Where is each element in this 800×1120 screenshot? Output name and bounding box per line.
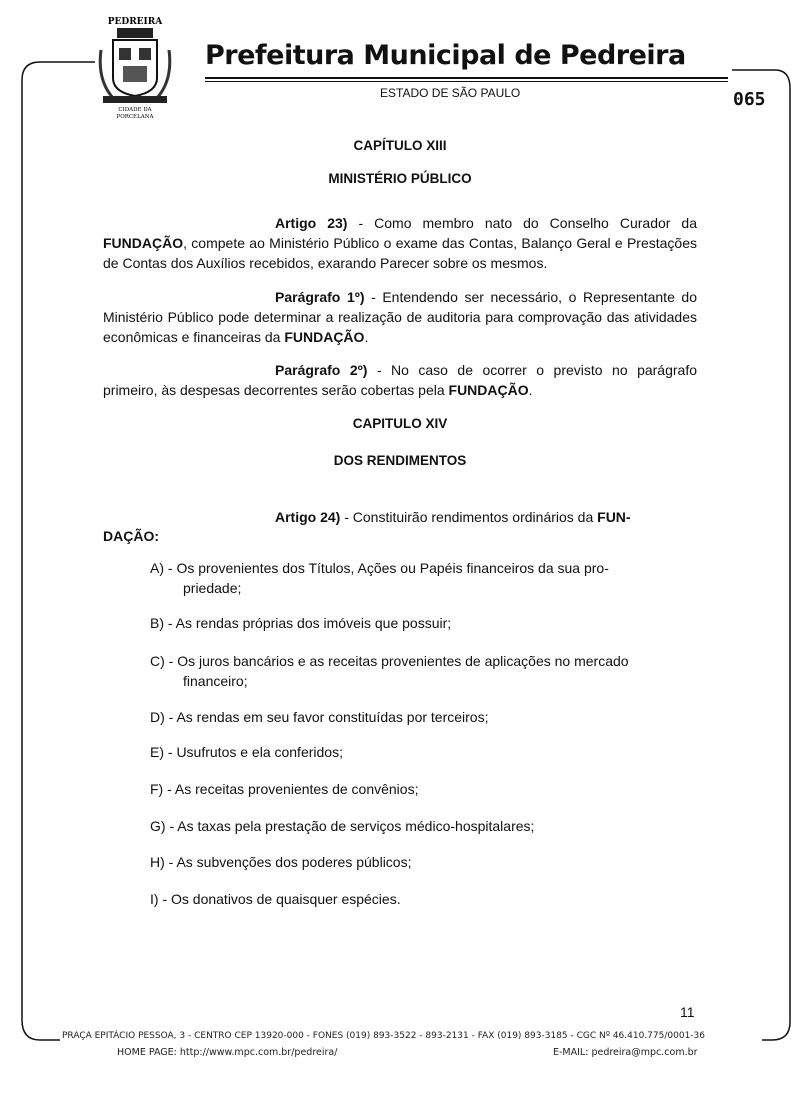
bold-text: DAÇÃO: bbox=[103, 528, 159, 544]
list-item-text: - As taxas pela prestação de serviços médico-hospitalares; bbox=[165, 818, 535, 834]
chapter-subtitle: DOS RENDIMENTOS bbox=[333, 453, 467, 468]
list-item bbox=[150, 816, 700, 836]
list-item-label: C) bbox=[150, 653, 165, 669]
svg-text:PEDREIRA: PEDREIRA bbox=[107, 17, 163, 27]
list-item-text: - Os juros bancários e as receitas provenientes de aplicações no mercado bbox=[164, 653, 629, 669]
municipal-seal-logo bbox=[95, 10, 175, 122]
list-item-label: B) bbox=[150, 615, 164, 631]
text: - Constituirão rendimentos ordinários da bbox=[340, 509, 598, 525]
list-item bbox=[150, 779, 700, 799]
list-item-text: - As rendas próprias dos imóveis que possuir; bbox=[164, 615, 452, 631]
list-item-continuation: financeiro; bbox=[183, 673, 248, 689]
text: - Como membro nato do Conselho Curador da bbox=[347, 215, 698, 231]
svg-text:PORCELANA: PORCELANA bbox=[116, 114, 154, 120]
list-item-text: - As subvenções dos poderes públicos; bbox=[164, 854, 412, 870]
chapter-title: CAPITULO XIV bbox=[352, 416, 448, 431]
paragraph-lead: Parágrafo 2º) bbox=[275, 362, 368, 378]
list-item bbox=[150, 707, 700, 727]
paragraph-1 bbox=[103, 287, 697, 347]
list-item-text: - Usufrutos e ela conferidos; bbox=[164, 744, 343, 760]
footer-address: PRAÇA EPITÁCIO PESSOA, 3 - CENTRO CEP 13920-000 - FONES (019) 893-3522 - 893-2131 - FAX (019) 893-3185 - CGC Nº 46.410.775/0001-36 bbox=[62, 1031, 705, 1041]
text: . bbox=[528, 382, 533, 398]
list-item bbox=[150, 558, 700, 598]
list-item-label: E) bbox=[150, 744, 164, 760]
article-24 bbox=[103, 507, 697, 527]
list-item-label: H) bbox=[150, 854, 165, 870]
footer-homepage: HOME PAGE: http://www.mpc.com.br/pedreira/ bbox=[117, 1047, 338, 1058]
header-rule bbox=[205, 77, 728, 79]
chapter-subtitle: MINISTÉRIO PÚBLICO bbox=[328, 171, 472, 186]
bold-text: FUNDAÇÃO bbox=[284, 329, 365, 345]
text: , compete ao Ministério Público o exame das Contas, Balanço Geral e Prestações de Contas dos Auxílios recebidos, exarando Parecer sobre os mesmos. bbox=[103, 235, 697, 271]
list-item-continuation: priedade; bbox=[183, 580, 242, 596]
list-item bbox=[150, 651, 700, 691]
bold-text: FUN- bbox=[597, 509, 631, 525]
text: - No caso de ocorrer o previsto no parágrafo primeiro, às despesas decorrentes serão cobertas pela bbox=[103, 362, 698, 398]
list-item-text: - As receitas provenientes de convênios; bbox=[163, 781, 419, 797]
list-item-label: I) bbox=[150, 891, 159, 907]
text: - Entendendo ser necessário, o Representante do Ministério Público pode determinar a realização de auditoria para comprovação das atividades econômicas e financeiras da bbox=[103, 289, 698, 345]
bold-text: FUNDAÇÃO bbox=[448, 382, 529, 398]
page-number: 11 bbox=[680, 1004, 695, 1020]
article-lead: Artigo 24) bbox=[275, 509, 341, 525]
article-23 bbox=[103, 213, 697, 273]
list-item-text: - As rendas em seu favor constituídas por terceiros; bbox=[164, 709, 489, 725]
list-item bbox=[150, 852, 700, 872]
chapter-title: CAPÍTULO XIII bbox=[353, 138, 447, 153]
list-item-label: D) bbox=[150, 709, 165, 725]
header-rule bbox=[205, 81, 728, 82]
header-title: Prefeitura Municipal de Pedreira bbox=[205, 40, 686, 71]
list-item-text: - Os provenientes dos Títulos, Ações ou Papéis financeiros da sua pro- bbox=[164, 560, 609, 576]
list-item bbox=[150, 742, 700, 762]
text: . bbox=[364, 329, 369, 345]
header-subtitle: ESTADO DE SÃO PAULO bbox=[380, 86, 521, 100]
page-code: 065 bbox=[733, 89, 766, 110]
list-item-label: A) bbox=[150, 560, 164, 576]
list-item bbox=[150, 613, 700, 633]
list-item-label: G) bbox=[150, 818, 166, 834]
paragraph-lead: Parágrafo 1º) bbox=[275, 289, 365, 305]
list-item bbox=[150, 889, 700, 909]
svg-text:CIDADE DA: CIDADE DA bbox=[118, 107, 152, 113]
paragraph-2 bbox=[103, 360, 697, 400]
footer-email: E-MAIL: pedreira@mpc.com.br bbox=[553, 1047, 698, 1058]
article-lead: Artigo 23) bbox=[275, 215, 348, 231]
list-item-label: F) bbox=[150, 781, 164, 797]
bold-text: FUNDAÇÃO bbox=[103, 235, 184, 251]
list-item-text: - Os donativos de quaisquer espécies. bbox=[158, 891, 401, 907]
